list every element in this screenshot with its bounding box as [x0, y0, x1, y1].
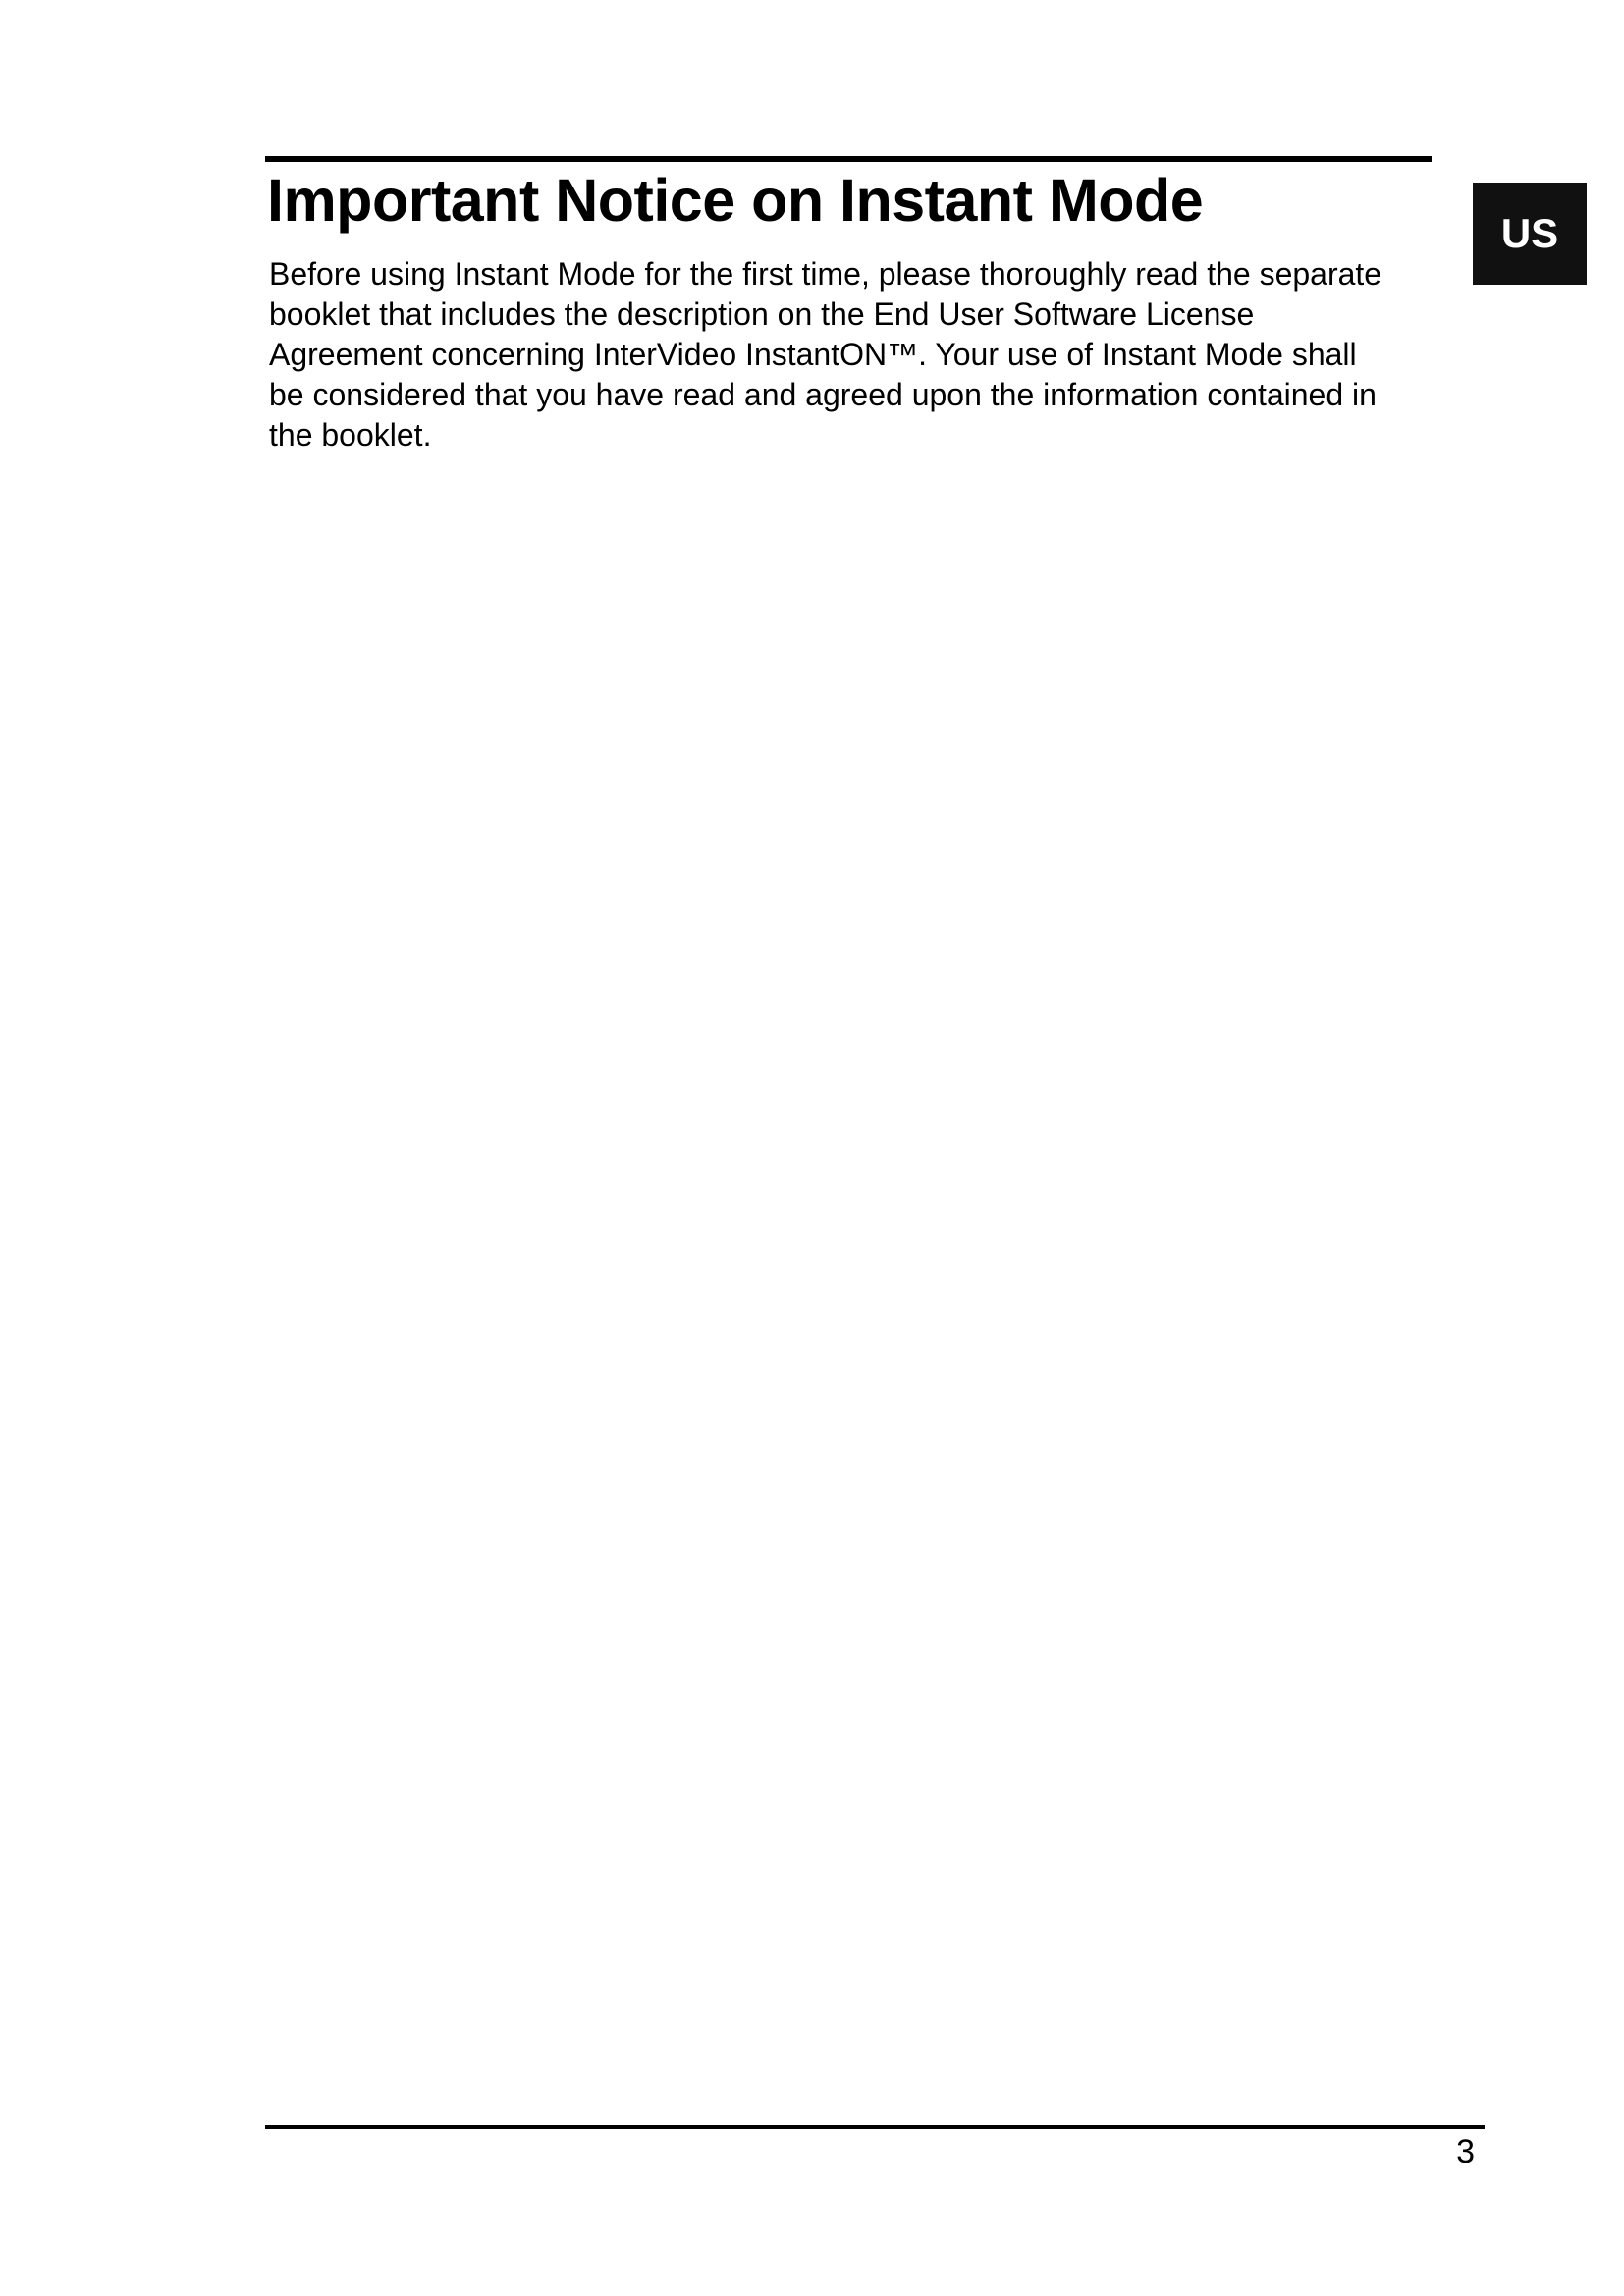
- top-rule: [265, 156, 1432, 162]
- page-number: 3: [1456, 2133, 1475, 2170]
- footer-rule: [265, 2125, 1485, 2129]
- notice-paragraph: [269, 254, 1437, 455]
- notice-line: Before using Instant Mode for the first time, please thoroughly read the separate: [269, 256, 1382, 292]
- notice-line: be considered that you have read and agreed upon the information contained in: [269, 377, 1377, 412]
- notice-line: booklet that includes the description on the End User Software License: [269, 296, 1255, 332]
- page-title: Important Notice on Instant Mode: [267, 167, 1204, 234]
- language-tab: US: [1473, 183, 1587, 285]
- notice-line: the booklet.: [269, 417, 432, 453]
- notice-line: Agreement concerning InterVideo InstantON™. Your use of Instant Mode shall: [269, 337, 1357, 372]
